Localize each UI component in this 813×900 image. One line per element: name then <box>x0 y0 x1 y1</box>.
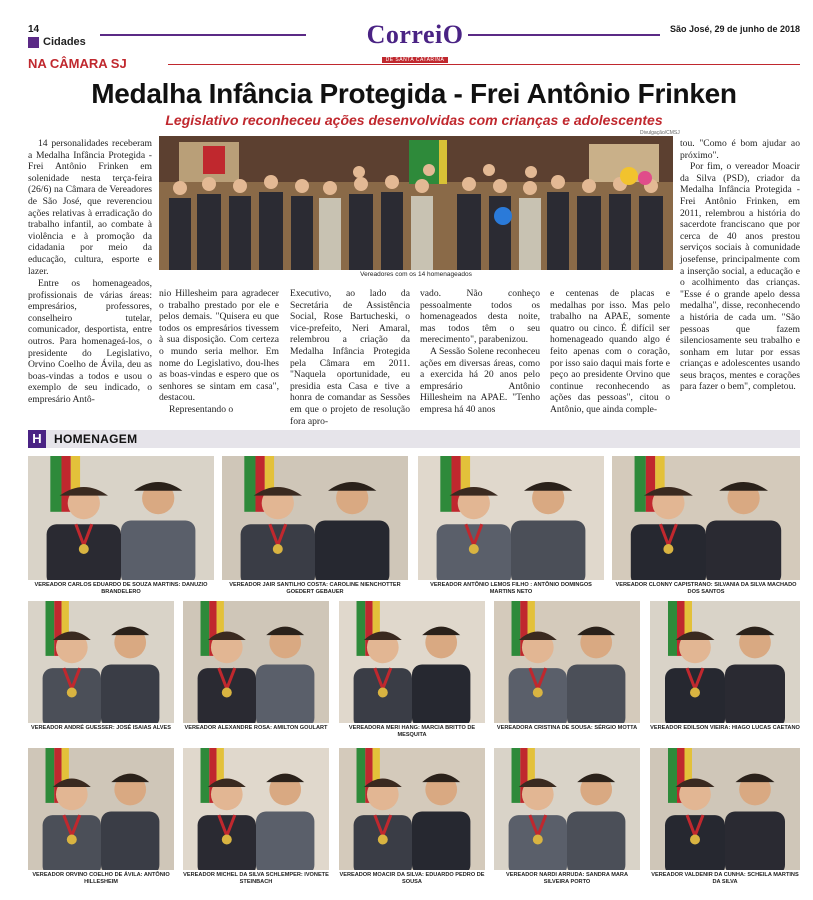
honoree-photo-caption: VEREADORA MERI HANG: MARCIA BRITTO DE MESQUITA <box>348 725 476 738</box>
group-photo-image <box>159 136 673 270</box>
paragraph: A Sessão Solene reconheceu ações em diversas áreas, como a exercida há 20 anos pelo empresário Antônio Hillesheim na APAE. "Tenho empresa há 40 anos <box>420 345 540 415</box>
article-column-4 <box>420 288 540 416</box>
kicker-rule <box>168 64 800 65</box>
honoree-photo-image <box>650 748 800 870</box>
article-column-2 <box>159 288 279 416</box>
page-number: 14 <box>28 24 40 35</box>
honoree-photo <box>28 456 214 580</box>
homenagem-section-bar <box>28 430 800 448</box>
article-column-6 <box>680 138 800 393</box>
homenagem-h-icon: H <box>28 430 46 448</box>
logo-subtitle: DE SANTA CATARINA <box>382 57 449 63</box>
honoree-photo <box>339 601 485 723</box>
honoree-photo-caption: VEREADOR CLONNY CAPISTRANO: SILVANIA DA SILVA MACHADO DOS SANTOS <box>615 582 797 595</box>
honoree-photo-caption: VEREADOR VALDENIR DA CUNHA: SCHEILA MARTINS DA SILVA <box>651 872 799 885</box>
homenagem-label: HOMENAGEM <box>54 432 138 446</box>
honoree-photo-caption: VEREADORA CRISTINA DE SOUSA: SÉRGIO MOTTA <box>496 725 638 731</box>
paragraph: Entre os homenageados, profissionais de várias áreas: empresários, professores, conselheiro tutelar, comunicador, desportista, entre outros. Para homenageá-los, o presidente do Legislativo, Orvino Coelho de Ávila, deu as boas-vindas a todos e usou o exemplo de seu indicado, o empresário Antô- <box>28 278 152 405</box>
newspaper-logo <box>342 22 488 66</box>
section-square-icon <box>28 37 39 48</box>
article-column-5 <box>550 288 670 416</box>
honoree-photo-caption: VEREADOR ANTÔNIO LEMOS FILHO : ANTÔNIO DOMINGOS MARTINS NETO <box>430 582 592 595</box>
paragraph: tou. "Como é bom ajudar ao próximo". <box>680 138 800 161</box>
page-header <box>28 20 800 63</box>
honoree-photo <box>183 601 329 723</box>
photo-credit: Divulgação/CMSJ <box>640 130 680 136</box>
group-photo <box>159 136 673 270</box>
paragraph: Por fim, o vereador Moacir da Silva (PSD), criador da Medalha Infância Protegida - Frei Antônio Frinken, em 2011, relembrou a história do sacerdote franciscano que por cerca de 40 anos prestou serviços sociais à comunidade josefense, principalmente com a inserção social, a educação e o acolhimento das crianças. "Esse é o grande apelo dessa medalha", disse, reconhecendo a história de cada um. "São pessoas que fazem silenciosamente seu trabalho e sonham em lutar por essas crianças e adolescentes usando seus braços, mentes e corações para fazer o bem", completou. <box>680 161 800 393</box>
honoree-photo-image <box>418 456 604 580</box>
honoree-photo <box>28 601 174 723</box>
honoree-photo <box>183 748 329 870</box>
paragraph: Executivo, ao lado da Secretária de Assistência Social, Rose Bartucheski, o vice-prefeito, Neri Amaral, relembrou a criação da Medalha Infância Protegida pela Câmara em 2011. "Naquela oportunidade, eu presidia esta Casa e tive a honra de comandar as Sessões em que o projeto de resolução fora apro- <box>290 288 410 427</box>
honoree-photo-image <box>222 456 408 580</box>
honoree-photo-image <box>494 601 640 723</box>
honoree-photo <box>28 748 174 870</box>
honoree-photo-image <box>650 601 800 723</box>
article-column-1-bottom <box>28 278 152 406</box>
paragraph: nio Hillesheim para agradecer o trabalho prestado por ele e pelos demais. "Quisera eu que todos os empresários tivessem à sua disposição. Com certeza o mundo seria melhor. Em nome do Legislativo, dou-lhes as boas-vindas e espero que os senhores se sintam em casa", destacou. <box>159 288 279 404</box>
honoree-photo-caption: VEREADOR ANDRÉ GUESSER: JOSÉ ISAIAS ALVES <box>31 725 171 731</box>
section-tag <box>28 36 86 48</box>
honoree-photo-caption: VEREADOR ALEXANDRE ROSA: AMILTON GOULART <box>184 725 328 731</box>
honoree-photo-image <box>494 748 640 870</box>
honoree-photo-caption: VEREADOR MICHEL DA SILVA SCHLEMPER: IVONETE STEINBACH <box>183 872 329 885</box>
logo-text: CorreiO <box>366 20 464 49</box>
article-column-1-top <box>28 138 152 277</box>
honoree-photo-image <box>28 456 214 580</box>
article-kicker: NA CÂMARA SJ <box>28 56 127 71</box>
section-name: Cidades <box>43 36 86 48</box>
honoree-photo-image <box>339 601 485 723</box>
group-photo-caption: Vereadores com os 14 homenageados <box>360 271 472 278</box>
article-column-3 <box>290 288 410 427</box>
honoree-photo-image <box>183 601 329 723</box>
honoree-photo <box>494 748 640 870</box>
header-rule-right <box>468 34 660 36</box>
issue-date: São José, 29 de junho de 2018 <box>669 24 800 34</box>
paragraph: vado. Não conheço pessoalmente todos os homenageados desta noite, mas todos têm o seu merecimento", parabenizou. <box>420 288 540 346</box>
honoree-photo <box>222 456 408 580</box>
article-subhead: Legislativo reconheceu ações desenvolvidas com crianças e adolescentes <box>165 112 663 128</box>
paragraph: Representando o <box>169 403 234 415</box>
honoree-photo-caption: VEREADOR CARLOS EDUARDO DE SOUZA MARTINS: DANUZIO BRANDELERO <box>34 582 208 595</box>
honoree-photo-caption: VEREADOR JAIR SANTILHO COSTA: CAROLINE NIENCHOTTER GOEDERT GEBAUER <box>229 582 401 595</box>
honoree-photo-image <box>28 601 174 723</box>
honoree-photo <box>418 456 604 580</box>
header-rule-left <box>100 34 306 36</box>
honoree-photo <box>494 601 640 723</box>
article-headline: Medalha Infância Protegida - Frei Antônio Frinken <box>91 78 737 109</box>
paragraph: 14 personalidades receberam a Medalha Infância Protegida - Frei Antônio Frinken em solenidade nesta terça-feira (26/6) na Câmara de Vereadores de São José, que reverenciou ações relativas à erradicação do trabalho infantil, ao combate à violência e à promoção da cidadania por meio da educação, cultura, esporte e lazer. <box>28 138 152 277</box>
honoree-photo-image <box>612 456 800 580</box>
honoree-photo <box>339 748 485 870</box>
honoree-photo <box>612 456 800 580</box>
paragraph: e centenas de placas e medalhas por isso. Mas pelo trabalho na APAE, somente quatro ou cinco. É difícil ser homenageado quando algo é feito apenas com o coração, por isso saio daqui mais forte e peço ao presidente Orvino que continue reconhecendo as ações das pessoas", citou o Antônio, que ainda comple- <box>550 288 670 415</box>
honoree-photo <box>650 748 800 870</box>
honoree-photo <box>650 601 800 723</box>
honoree-photo-image <box>339 748 485 870</box>
honoree-photo-caption: VEREADOR NARDI ARRUDA: SANDRA MARA SILVEIRA PORTO <box>505 872 629 885</box>
honoree-photo-caption: VEREADOR MOACIR DA SILVA: EDUARDO PEDRO DE SOUSA <box>339 872 485 885</box>
honoree-photo-caption: VEREADOR ORVINO COELHO DE ÁVILA: ANTÔNIO HILLESHEIM <box>32 872 170 885</box>
honoree-photo-image <box>28 748 174 870</box>
honoree-photo-image <box>183 748 329 870</box>
honoree-photo-caption: VEREADOR EDILSON VIEIRA: HIAGO LUCAS CAETANO <box>650 725 800 731</box>
